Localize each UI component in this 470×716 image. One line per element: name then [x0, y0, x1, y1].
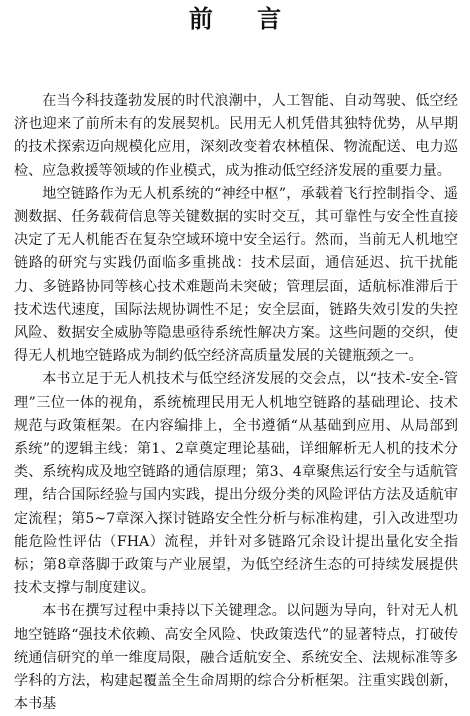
body-text — [14, 90, 458, 716]
paragraph-4: 本书在撰写过程中秉持以下关键理念。以问题为导向，针对无人机地空链路“强技术依赖、高安全风险、快政策迭代”的显著特点，打破传统通信研究的单一维度局限，融合适航安全、系统安全、法规标准等多学科的方法，构建起覆盖全生命周期的综合分析框架。注重实践创新，本书基 — [14, 603, 458, 713]
paragraph-1: 在当今科技蓬勃发展的时代浪潮中，人工智能、自动驾驶、低空经济也迎来了前所未有的发展契机。民用无人机凭借其独特优势，从早期的技术探索迈向规模化应用，深刻改变着农林植保、物流配送、电力巡检、应急救援等领域的作业模式，成为推动低空经济发展的重要力量。 — [14, 93, 458, 179]
paragraph-3: 本书立足于无人机技术与低空经济发展的交会点，以“技术-安全-管理”三位一体的视角，系统梳理民用无人机地空链路的基础理论、技术规范与政策框架。在内容编排上，全书遵循“从基础到应用、从局部到系统”的逻辑主线：第1、2章奠定理论基础，详细解析无人机的技术分类、系统构成及地空链路的通信原理；第3、4章聚焦运行安全与适航管理，结合国际经验与国内实践，提出分级分类的风险评估方法及适航审定流程；第5~7章深入探讨链路安全性分析与标准构建，引入改进型功能危险性评估（FHA）流程，并针对多链路冗余设计提出量化安全指标；第8章落脚于政策与产业展望，为低空经济生态的可持续发展提供技术支撑与制度建议。 — [14, 371, 458, 597]
paragraph-2: 地空链路作为无人机系统的“神经中枢”，承载着飞行控制指令、遥测数据、任务载荷信息等关键数据的实时交互，其可靠性与安全性直接决定了无人机能否在复杂空域环境中安全运行。然而，当前无人机地空链路的研究与实践仍面临多重挑战：技术层面，通信延迟、抗干扰能力、多链路协同等核心技术难题尚未突破；管理层面，适航标准滞后于技术迭代速度，国际法规协调性不足；安全层面，链路失效引发的失控风险、数据安全威胁等隐患亟待系统性解决方案。这些问题的交织，使得无人机地空链路成为制约低空经济高质量发展的关键瓶颈之一。 — [14, 185, 458, 365]
page-title: 前 言 — [188, 5, 300, 33]
